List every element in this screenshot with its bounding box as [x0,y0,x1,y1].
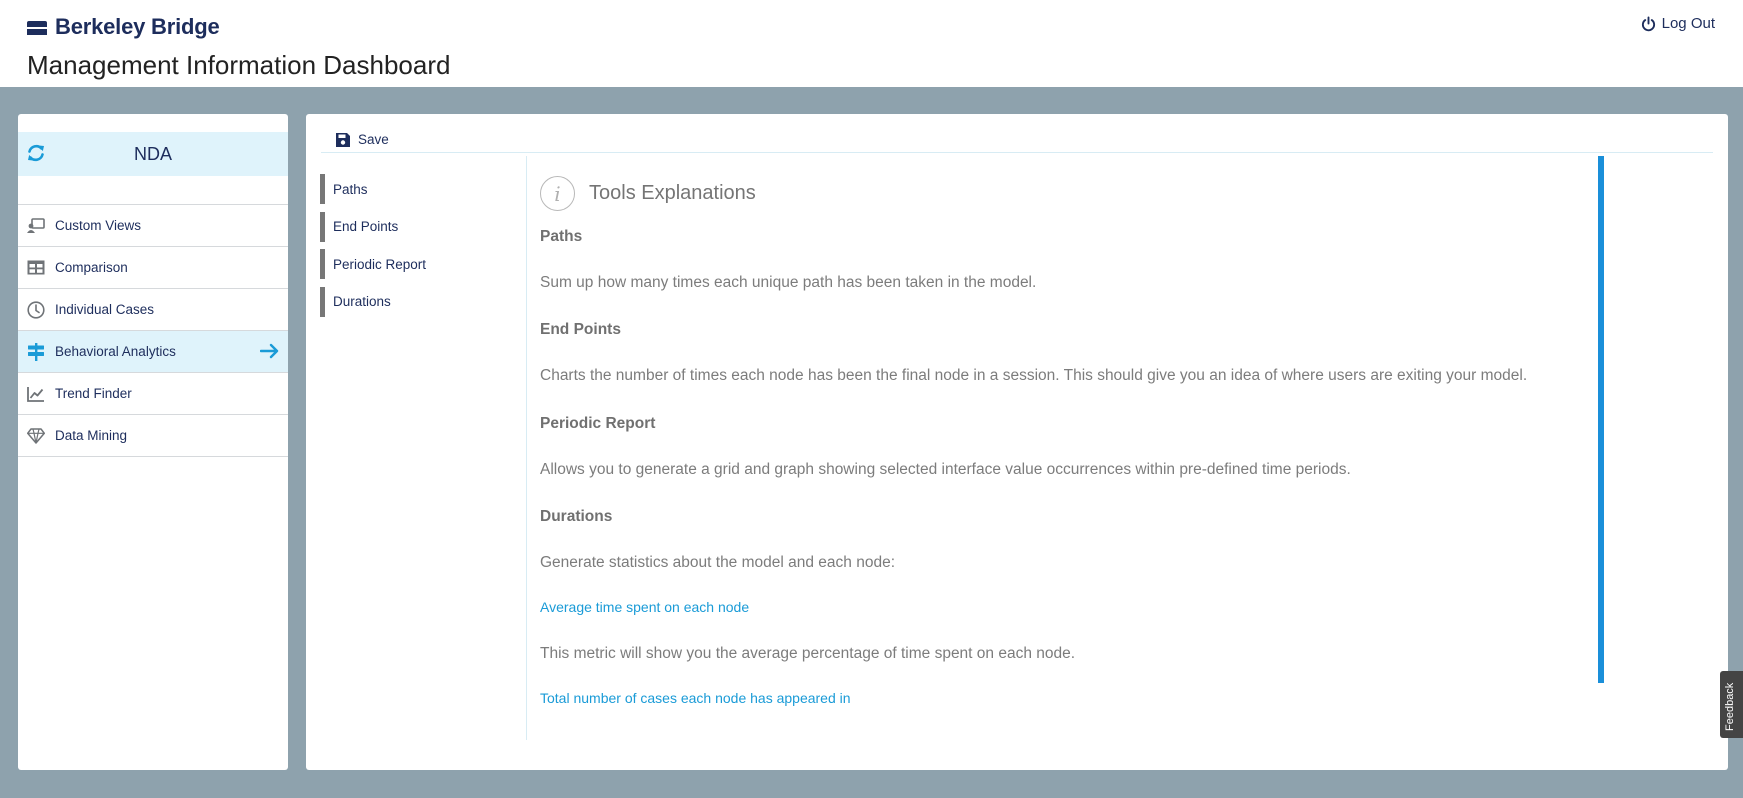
total-cases-link[interactable]: Total number of cases each node has appeared in [540,690,851,706]
content-header [540,176,756,211]
sidebar-item-individual-cases[interactable] [18,289,288,331]
diamond-icon [27,427,45,445]
sidebar-item-behavioral-analytics[interactable] [18,331,288,373]
sidebar-item-label: Comparison [55,260,128,275]
section-link-paths[interactable]: Paths [320,174,500,204]
info-icon: i [540,176,575,211]
logout-label: Log Out [1661,15,1715,32]
sidebar-item-label: Data Mining [55,428,128,443]
feedback-tab[interactable] [1720,671,1743,738]
brand-logo[interactable] [27,14,220,40]
content-scrollbar[interactable] [1598,156,1604,683]
project-name: NDA [133,143,172,164]
logout-button[interactable] [1641,15,1715,32]
sidebar-item-label: Behavioral Analytics [55,344,176,359]
custom-views-icon [27,217,45,235]
sidebar-item-trend-finder[interactable] [18,373,288,415]
page-title: Management Information Dashboard [27,50,451,80]
refresh-icon[interactable] [26,143,46,163]
end-points-heading: End Points [540,321,621,338]
brand-name: Berkeley Bridge [55,14,220,39]
end-points-description: Charts the number of times each node has been the final node in a session. This should give you an idea of where users are exiting your model. [540,367,1528,384]
save-label: Save [358,132,389,147]
periodic-report-heading: Periodic Report [540,415,656,432]
average-time-link[interactable]: Average time spent on each node [540,599,750,615]
line-chart-icon [27,385,45,403]
clock-icon [27,301,45,319]
content-title: Tools Explanations [589,182,756,204]
sidebar-item-comparison[interactable] [18,247,288,289]
signpost-icon [27,343,45,361]
durations-heading: Durations [540,508,613,525]
sidebar-item-data-mining[interactable] [18,415,288,457]
sidebar-item-custom-views[interactable] [18,205,288,247]
main-panel [306,114,1728,770]
table-icon [27,259,45,277]
project-selector[interactable] [18,132,288,176]
save-button[interactable] [335,132,389,148]
paths-heading: Paths [540,228,583,245]
sidebar-item-label: Trend Finder [55,386,132,401]
power-icon [1641,16,1656,32]
explanations-content [540,156,1600,740]
sidebar-item-label: Individual Cases [55,302,155,317]
average-time-description: This metric will show you the average percentage of time spent on each node. [540,645,1076,662]
content-divider [526,156,527,740]
section-nav [320,174,500,324]
periodic-report-description: Allows you to generate a grid and graph showing selected interface value occurrences within pre-defined time periods. [540,461,1351,478]
top-bar [0,0,1743,87]
brand-mark-icon [27,19,47,35]
arrow-right-icon [260,343,280,359]
toolbar [321,127,1713,153]
sidebar-nav [18,204,288,457]
sidebar [18,114,288,770]
sidebar-item-label: Custom Views [55,218,142,233]
section-link-periodic-report[interactable]: Periodic Report [320,249,500,279]
feedback-label: Feedback [1724,682,1736,731]
section-link-durations[interactable]: Durations [320,287,500,317]
floppy-disk-icon [335,132,351,148]
section-link-end-points[interactable]: End Points [320,212,500,242]
paths-description: Sum up how many times each unique path has been taken in the model. [540,274,1037,291]
durations-description: Generate statistics about the model and each node: [540,554,896,571]
